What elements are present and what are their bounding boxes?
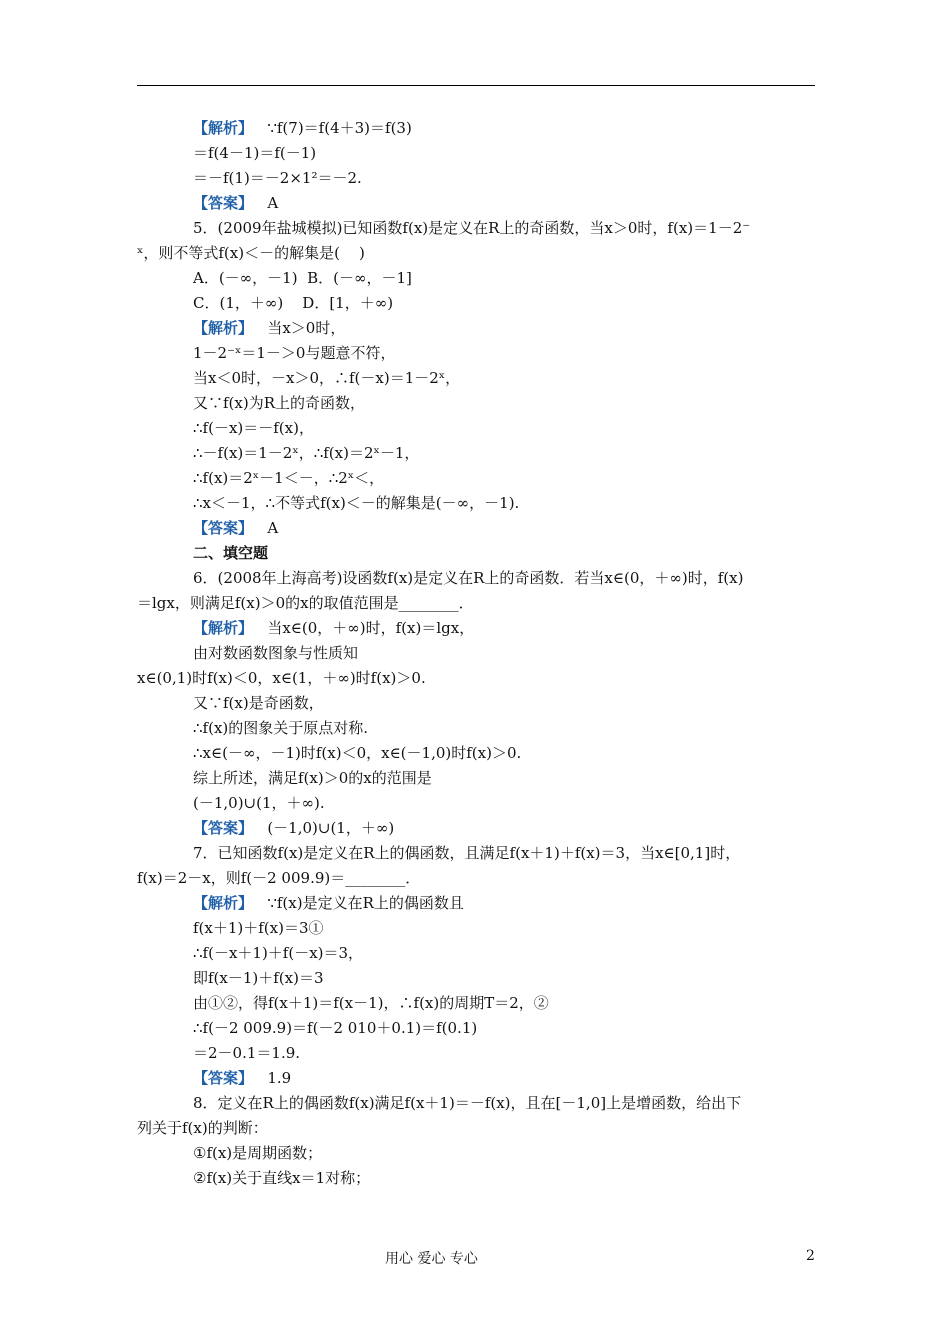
text-line [137, 1118, 268, 1138]
text-line [137, 668, 426, 688]
line-text: ②f(x)关于直线x＝1对称； [193, 1169, 371, 1187]
line-text: 5．(2009年盐城模拟)已知函数f(x)是定义在R上的奇函数，当x＞0时，f(x)＝1－2⁻ [193, 219, 751, 237]
line-text: ∵f(7)＝f(4＋3)＝f(3) [267, 119, 412, 137]
line-text: ∴f(x)＝2ˣ－1＜－，∴2ˣ＜， [193, 469, 385, 487]
text-line [193, 118, 412, 138]
page-number: 2 [806, 1248, 815, 1264]
text-line [193, 1168, 370, 1188]
section-heading [193, 543, 268, 563]
line-text: A．(－∞，－1) B．(－∞，－1] [193, 269, 412, 287]
line-text: ∴f(－x＋1)＋f(－x)＝3， [193, 944, 364, 962]
text-line [193, 193, 278, 213]
line-text: 当x∈(0，＋∞)时，f(x)＝lgx， [267, 619, 475, 637]
text-line [137, 868, 420, 888]
answer-label: 【答案】 [193, 819, 254, 837]
text-line [193, 343, 395, 363]
text-line [193, 943, 363, 963]
text-line [193, 618, 474, 638]
line-text: 由①②，得f(x＋1)＝f(x－1)，∴f(x)的周期T＝2，② [193, 994, 549, 1012]
text-line [193, 518, 278, 538]
text-line [193, 743, 521, 763]
line-text: 当x＜0时，－x＞0，∴f(－x)＝1－2ˣ， [193, 369, 461, 387]
text-line [193, 1018, 477, 1038]
line-text: (－1,0)∪(1，＋∞). [193, 794, 325, 812]
line-text: C．(1，＋∞) D．[1，＋∞) [193, 294, 394, 312]
line-text: 又∵f(x)为R上的奇函数， [193, 394, 366, 412]
line-text: 6．(2008年上海高考)设函数f(x)是定义在R上的奇函数．若当x∈(0，＋∞)时，f(x) [193, 569, 744, 587]
line-text: ∴f(－2 009.9)＝f(－2 010＋0.1)＝f(0.1) [193, 1019, 478, 1037]
analysis-label: 【解析】 [193, 894, 254, 912]
line-text: 当x＞0时， [267, 319, 346, 337]
text-line [193, 143, 316, 163]
line-text: ∴x＜－1，∴不等式f(x)＜－的解集是(－∞，－1). [193, 494, 520, 512]
text-line [193, 918, 324, 938]
line-text: 即f(x－1)＋f(x)＝3 [193, 969, 324, 987]
line-text: ＝2－0.1＝1.9. [193, 1044, 301, 1062]
line-text: ˣ，则不等式f(x)＜－的解集是( ) [137, 244, 365, 262]
line-text: 由对数函数图象与性质知 [193, 644, 359, 662]
line-text: 又∵f(x)是奇函数， [193, 694, 324, 712]
text-line [193, 568, 743, 588]
text-line [193, 468, 384, 488]
line-text: 1－2⁻ˣ＝1－＞0与题意不符， [193, 344, 396, 362]
line-text: 7．已知函数f(x)是定义在R上的偶函数，且满足f(x＋1)＋f(x)＝3，当x∈[0,1]时， [193, 844, 741, 862]
text-line [193, 393, 365, 413]
footer-slogan: 用心 爱心 专心 [385, 1251, 478, 1267]
line-text: x∈(0,1)时f(x)＜0，x∈(1，＋∞)时f(x)＞0. [137, 669, 426, 687]
text-line [193, 268, 412, 288]
header-rule [137, 85, 815, 86]
text-line [193, 893, 464, 913]
line-text: 二、填空题 [193, 544, 269, 562]
line-text: (－1,0)∪(1，＋∞) [267, 819, 395, 837]
line-text: 8．定义在R上的偶函数f(x)满足f(x＋1)＝－f(x)，且在[－1,0]上是增函数，给出下 [193, 1094, 742, 1112]
text-line [137, 243, 365, 263]
text-line [193, 368, 460, 388]
text-line [137, 593, 474, 613]
line-text: ①f(x)是周期函数； [193, 1144, 323, 1162]
line-text: ∴x∈(－∞，－1)时f(x)＜0，x∈(－1,0)时f(x)＞0. [193, 744, 522, 762]
text-line [193, 993, 549, 1013]
line-text: A [267, 519, 279, 537]
text-line [193, 818, 394, 838]
text-line [193, 218, 750, 238]
line-text: ∵f(x)是定义在R上的偶函数且 [267, 894, 464, 912]
text-line [193, 1043, 300, 1063]
answer-label: 【答案】 [193, 1069, 254, 1087]
text-line [193, 168, 362, 188]
line-text: A [267, 194, 279, 212]
text-line [193, 318, 345, 338]
text-line [193, 843, 740, 863]
text-line [193, 693, 324, 713]
text-line [193, 293, 393, 313]
text-line [193, 643, 358, 663]
line-text: f(x)＝2－x，则f(－2 009.9)＝________． [137, 869, 421, 887]
answer-label: 【答案】 [193, 194, 254, 212]
line-text: ∴f(x)的图象关于原点对称. [193, 719, 369, 737]
analysis-label: 【解析】 [193, 319, 254, 337]
line-text: ＝－f(1)＝－2×1²＝－2. [193, 169, 362, 187]
text-line [193, 418, 314, 438]
text-line [193, 443, 419, 463]
text-line [193, 968, 324, 988]
line-text: 列关于f(x)的判断： [137, 1119, 268, 1137]
line-text: ＝lgx，则满足f(x)＞0的x的取值范围是________． [137, 594, 474, 612]
line-text: 综上所述，满足f(x)＞0的x的范围是 [193, 769, 432, 787]
line-text: f(x＋1)＋f(x)＝3① [193, 919, 324, 937]
text-line [193, 1143, 322, 1163]
analysis-label: 【解析】 [193, 619, 254, 637]
text-line [193, 793, 325, 813]
text-line [193, 493, 519, 513]
answer-label: 【答案】 [193, 519, 254, 537]
line-text: ∴f(－x)＝－f(x)， [193, 419, 314, 437]
line-text: ∴－f(x)＝1－2ˣ，∴f(x)＝2ˣ－1， [193, 444, 420, 462]
text-line [193, 768, 432, 788]
line-text: 1.9 [267, 1069, 292, 1087]
analysis-label: 【解析】 [193, 119, 254, 137]
text-line [193, 1068, 291, 1088]
text-line [193, 1093, 741, 1113]
line-text: ＝f(4－1)＝f(－1) [193, 144, 317, 162]
text-line [193, 718, 368, 738]
